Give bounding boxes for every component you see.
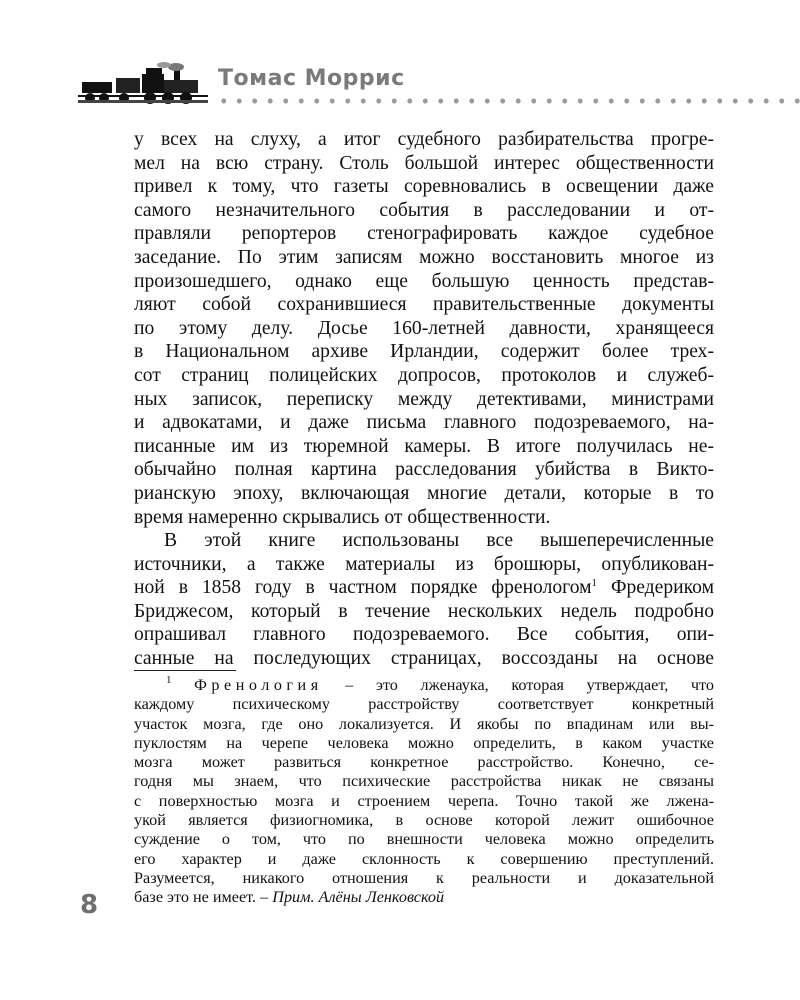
text-line: время намеренно скрывались от общественности. (134, 506, 551, 528)
running-header (0, 50, 800, 120)
steam-locomotive-icon (78, 62, 208, 106)
text-line: и адвокатами, и даже письма главного подозреваемого, на- (134, 412, 714, 434)
footnote-line (134, 676, 714, 695)
footnote-line (134, 888, 714, 907)
text-line: ных записок, переписку между детективами, министрами (134, 388, 714, 410)
footnote-line: годня мы знаем, что психические расстройства никак не связаны (134, 772, 714, 791)
text-line: писанные им из тюремной камеры. В итоге получилась не- (134, 435, 714, 457)
footnote (134, 676, 714, 908)
text-line: санные на последующих страницах, воссозданы на основе (134, 648, 714, 670)
text-line: опрашивал главного подозреваемого. Все события, опи- (134, 624, 714, 646)
main-text (134, 128, 714, 671)
footnote-line: с поверхностью мозга и строением черепа. Точно такой же лжена- (134, 791, 714, 810)
footnote-line: пуклостям на черепе человека можно определить, в каком участке (134, 733, 714, 752)
footnote-line: его характер и даже склонность к совершению преступлений. (134, 849, 714, 868)
text-line: в Национальном архиве Ирландии, содержит более трех- (134, 341, 714, 363)
text-line: сот страниц полицейских допросов, протоколов и служеб- (134, 364, 714, 386)
text-line: источники, а также материалы из брошюры, опубликован- (134, 553, 714, 575)
footnote-line: Разумеется, никакого отношения к реальности и доказательной (134, 868, 714, 887)
translator-note: Прим. Алёны Ленковской (272, 888, 445, 907)
dotted-rule (216, 98, 800, 104)
author-name: Томас Моррис (218, 66, 405, 91)
text-line: привел к тому, что газеты соревновались в освещении даже (134, 176, 714, 198)
paragraph-2 (134, 529, 714, 671)
footnote-separator (134, 670, 236, 671)
text-line: самого незначительного события в расследовании и от- (134, 199, 714, 221)
text-line: у всех на слуху, а итог судебного разбирательства прогре- (134, 129, 714, 150)
page-number: 8 (80, 890, 99, 920)
footnote-number: 1 (166, 674, 172, 686)
text-segment: ной в 1858 году в частном порядке френологом (134, 577, 592, 599)
text-line: правляли репортеров стенографировать каждое судебное (134, 223, 714, 245)
text-segment: Фредериком (597, 577, 714, 599)
text-line: В этой книге использованы все вышеперечисленные (164, 530, 714, 552)
text-line: Бриджесом, который в течение нескольких недель подробно (134, 600, 714, 622)
text-line: мел на всю страну. Столь большой интерес общественности (134, 152, 714, 174)
text-segment: – это лженаука, которая утверждает, что (322, 676, 714, 694)
text-line: заседание. По этим записям можно восстановить многое из (134, 246, 714, 268)
text-line: рианскую эпоху, включающая многие детали, которые в то (134, 482, 714, 504)
footnote-line: суждение о том, что по внешности человека можно определить (134, 830, 714, 849)
footnote-line: каждому психическому расстройству соответствует конкретный (134, 695, 714, 714)
text-line (134, 576, 714, 600)
text-segment: базе это не имеет. – (134, 888, 273, 907)
text-line: ляют собой сохранившиеся правительственные документы (134, 294, 714, 316)
text-line: произошедшего, однако еще большую ценность представ- (134, 270, 714, 292)
footnote-line: мозга может развиться конкретное расстройство. Конечно, се- (134, 753, 714, 772)
paragraph-1 (134, 128, 714, 529)
text-line: по этому делу. Досье 160-летней давности, хранящееся (134, 317, 714, 339)
footnote-line: участок мозга, где оно локализуется. И якобы по впадинам или вы- (134, 714, 714, 733)
text-line: обычайно полная картина расследования убийства в Викто- (134, 459, 714, 481)
footnote-term: Френология (194, 676, 323, 694)
footnote-reference[interactable]: 1 (591, 577, 598, 590)
footnote-line: укой является физиогномика, в основе которой лежит ошибочное (134, 811, 714, 830)
